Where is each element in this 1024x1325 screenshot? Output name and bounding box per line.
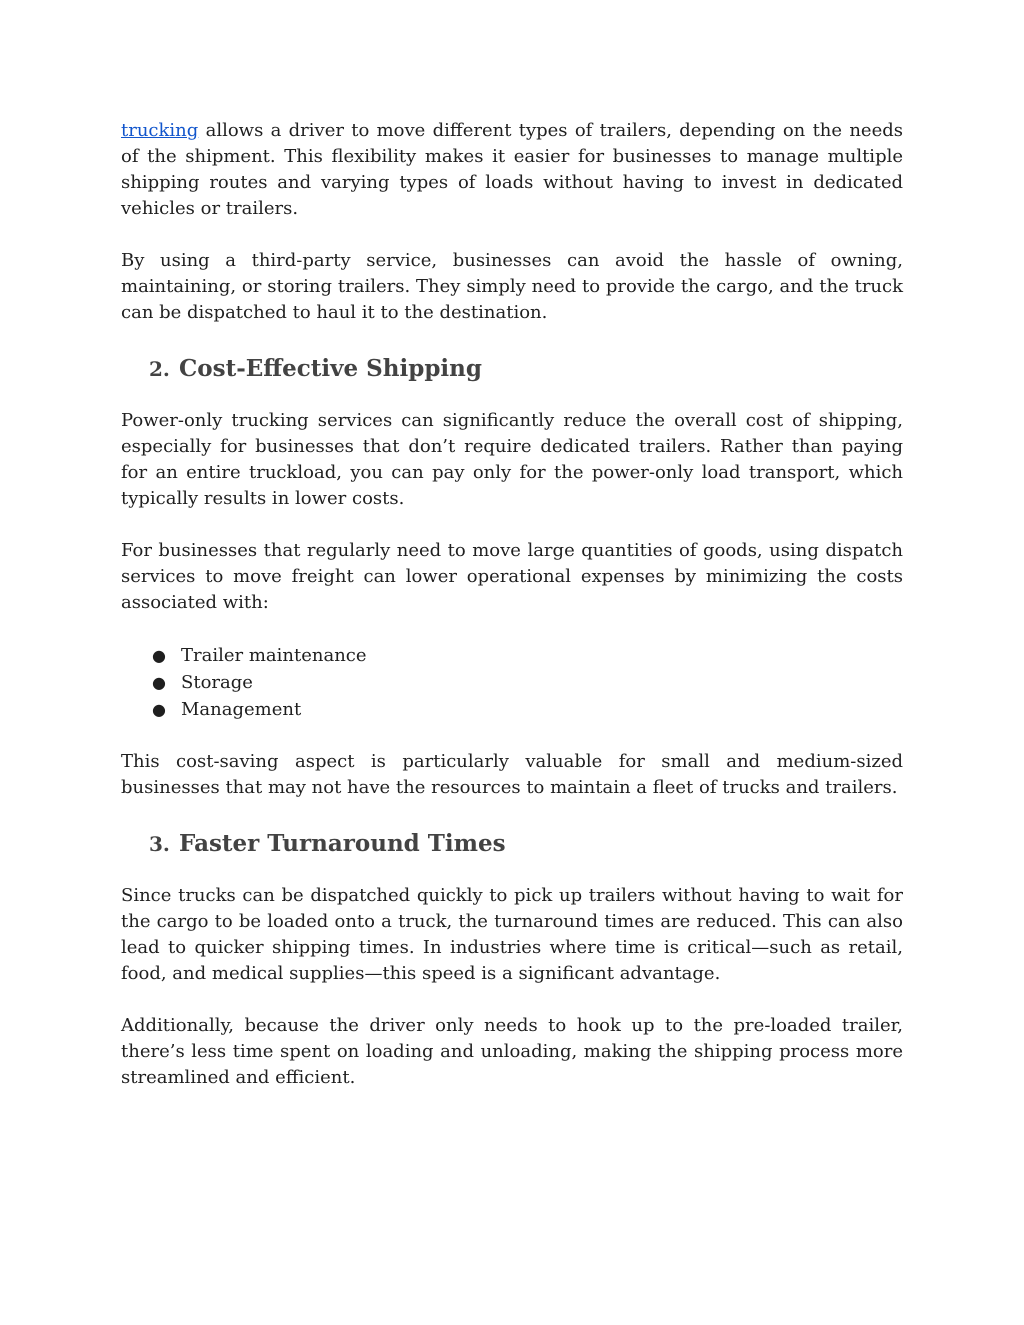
intro-paragraph-1 [121, 118, 903, 222]
section-3-heading [121, 829, 903, 859]
bullet-icon: ● [152, 673, 166, 692]
section-2-paragraph-3: This cost-saving aspect is particularly valuable for small and medium-sized businesses that may not have the resources to maintain a fleet of trucks and trailers. [121, 751, 903, 798]
list-item [121, 642, 903, 669]
intro-paragraph-1-text: allows a driver to move different types of trailers, depending on the needs of the shipment. This flexibility makes it easier for businesses to manage multiple shipping routes and varying types of loads without having to invest in dedicated vehicles or trailers. [121, 120, 903, 219]
section-3-title: Faster Turnaround Times [179, 830, 506, 857]
list-item-text: Trailer maintenance [181, 645, 367, 666]
list-item [121, 696, 903, 723]
document-page [121, 118, 903, 1091]
list-item-text: Storage [181, 672, 253, 693]
trucking-link[interactable]: trucking [121, 120, 199, 141]
section-2-paragraph-1: Power-only trucking services can significantly reduce the overall cost of shipping, especially for businesses that don’t require dedicated trailers. Rather than paying for an entire truckload, you can pay only for the power-only load transport, which typically results in lower costs. [121, 410, 903, 509]
bullet-icon: ● [152, 700, 166, 719]
section-3-paragraph-1: Since trucks can be dispatched quickly to pick up trailers without having to wait for the cargo to be loaded onto a truck, the turnaround times are reduced. This can also lead to quicker shipping times. In industries where time is critical—such as retail, food, and medical supplies—this speed is a significant advantage. [121, 885, 903, 984]
section-3-number: 3. [149, 832, 170, 856]
cost-list [121, 642, 903, 723]
intro-paragraph-2: By using a third-party service, businesses can avoid the hassle of owning, maintaining, or storing trailers. They simply need to provide the cargo, and the truck can be dispatched to haul it to the destination. [121, 250, 903, 323]
section-2-number: 2. [149, 357, 170, 381]
section-2-heading [121, 354, 903, 384]
list-item [121, 669, 903, 696]
section-2-paragraph-2: For businesses that regularly need to move large quantities of goods, using dispatch services to move freight can lower operational expenses by minimizing the costs associated with: [121, 540, 903, 613]
section-2-title: Cost-Effective Shipping [179, 355, 482, 382]
list-item-text: Management [181, 699, 302, 720]
section-3-paragraph-2: Additionally, because the driver only needs to hook up to the pre-loaded trailer, there’s less time spent on loading and unloading, making the shipping process more streamlined and efficient. [121, 1015, 903, 1088]
bullet-icon: ● [152, 646, 166, 665]
